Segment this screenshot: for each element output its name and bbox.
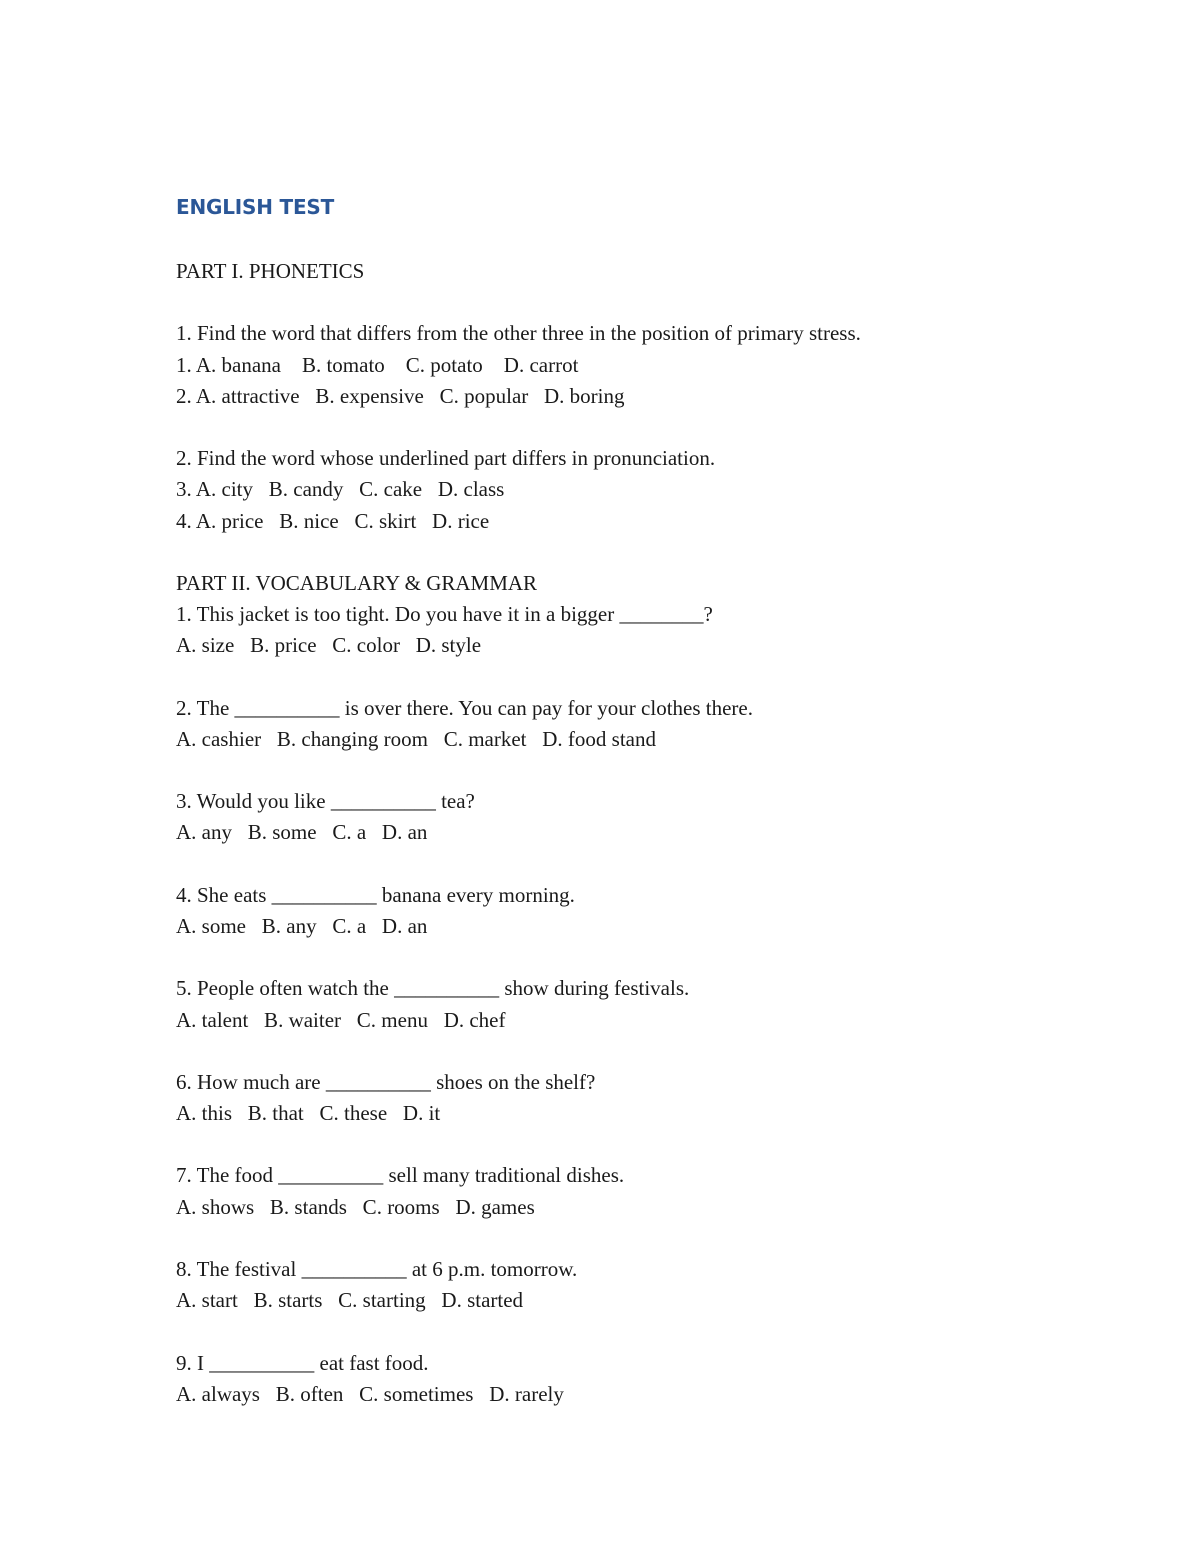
part2-options-4: A. some B. any C. a D. an bbox=[176, 913, 428, 938]
part2-question-2: 2. The __________ is over there. You can pay for your clothes there. bbox=[176, 695, 753, 720]
part2-options-8: A. start B. starts C. starting D. started bbox=[176, 1288, 524, 1313]
part1-q1-instruction: 1. Find the word that differs from the other three in the position of primary stress. bbox=[176, 321, 861, 346]
part2-question-9: 9. I __________ eat fast food. bbox=[176, 1350, 429, 1375]
part2-question-8: 8. The festival __________ at 6 p.m. tomorrow. bbox=[176, 1257, 578, 1281]
part1-item-3: 3. A. city B. candy C. cake D. class bbox=[176, 477, 505, 502]
document-title: ENGLISH TEST bbox=[176, 195, 335, 219]
part2-question-4: 4. She eats __________ banana every morning. bbox=[176, 882, 575, 907]
part1-item-1: 1. A. banana B. tomato C. potato D. carrot bbox=[176, 352, 579, 377]
part2-options-7: A. shows B. stands C. rooms D. games bbox=[176, 1194, 535, 1219]
part1-q2-instruction: 2. Find the word whose underlined part differs in pronunciation. bbox=[176, 446, 716, 471]
part2-question-5: 5. People often watch the __________ show during festivals. bbox=[176, 976, 690, 1001]
document-page bbox=[176, 190, 1126, 1410]
part2-question-7: 7. The food __________ sell many traditional dishes. bbox=[176, 1163, 625, 1188]
part2-options-1: A. size B. price C. color D. style bbox=[176, 633, 482, 658]
part1-item-2: 2. A. attractive B. expensive C. popular D. boring bbox=[176, 383, 625, 408]
part2-options-3: A. any B. some C. a D. an bbox=[176, 820, 428, 845]
part2-heading: PART II. VOCABULARY & GRAMMAR bbox=[176, 570, 538, 595]
part2-question-6: 6. How much are __________ shoes on the shelf? bbox=[176, 1069, 596, 1094]
part2-options-9: A. always B. often C. sometimes D. rarely bbox=[176, 1381, 564, 1406]
part2-question-1: 1. This jacket is too tight. Do you have it in a bigger ________? bbox=[176, 602, 713, 627]
part1-heading: PART I. PHONETICS bbox=[176, 259, 365, 283]
part2-options-5: A. talent B. waiter C. menu D. chef bbox=[176, 1007, 506, 1032]
part1-item-4: 4. A. price B. nice C. skirt D. rice bbox=[176, 508, 490, 533]
part2-question-3: 3. Would you like __________ tea? bbox=[176, 789, 475, 814]
part2-options-2: A. cashier B. changing room C. market D. food stand bbox=[176, 726, 656, 751]
part2-options-6: A. this B. that C. these D. it bbox=[176, 1101, 441, 1126]
